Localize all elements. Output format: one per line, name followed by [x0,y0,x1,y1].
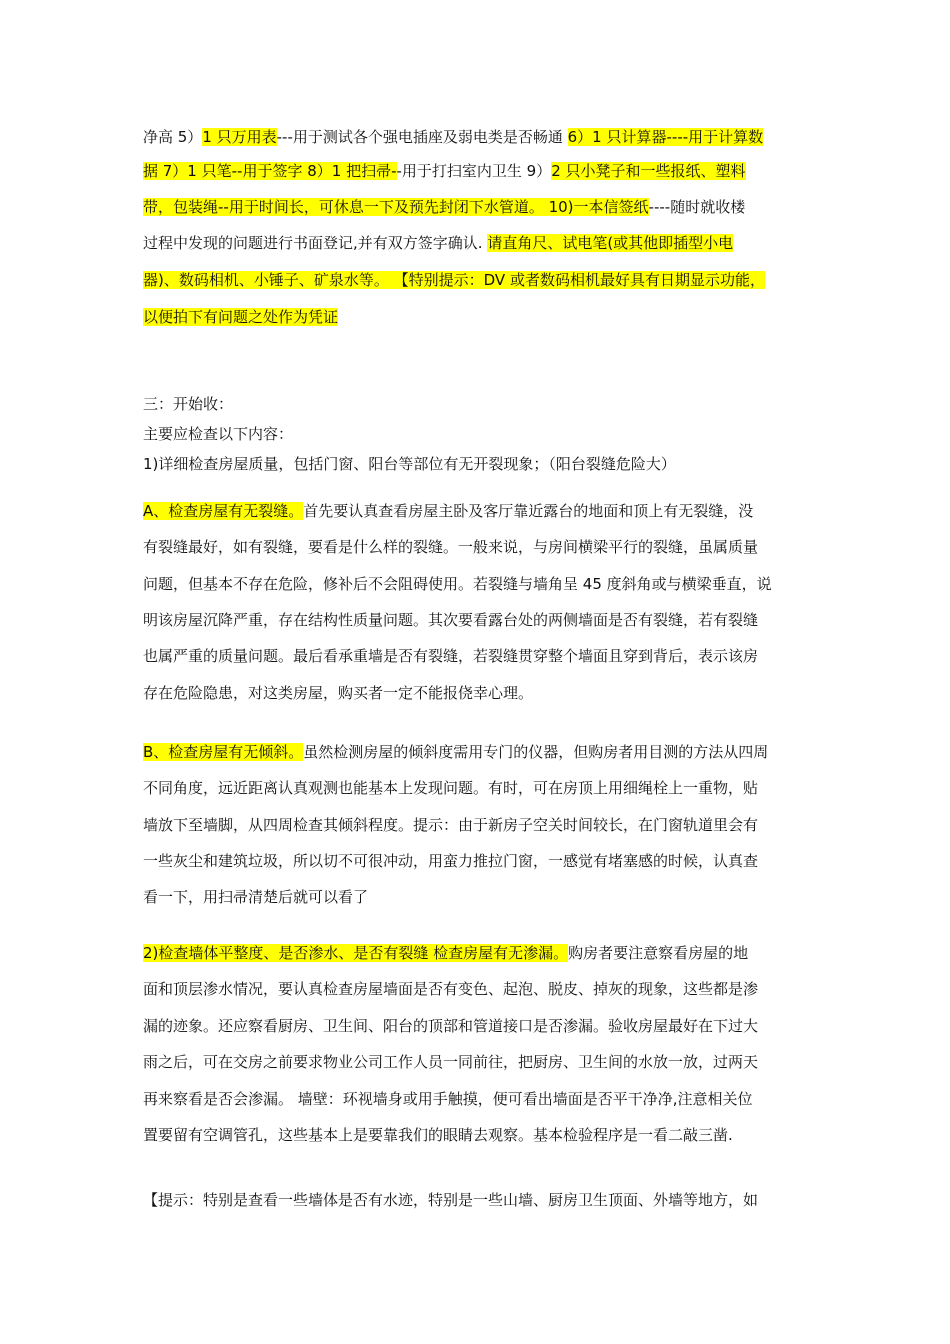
leakage-line-4: 雨之后，可在交房之前要求物业公司工作人员一同前往，把厨房、卫生间的水放一放，过两天 [143,1053,759,1071]
section-3-intro: 主要应检查以下内容： [143,425,294,443]
tools-line-2: 据 7）1 只笔--用于签字 8）1 把扫帚--用于打扫室内卫生 9）2 只小凳子和一些报纸、塑料 [143,162,746,180]
leakage-line-5: 再来察看是否会渗漏。 墙壁：环视墙身或用手触摸，便可看出墙面是否平干净净,注意相关位 [143,1090,753,1108]
tools-line-1: 净高 5）1 只万用表---用于测试各个强电插座及弱电类是否畅通 6）1 只计算器----用于计算数 [143,128,764,146]
tilt-line-5: 看一下，用扫帚清楚后就可以看了 [143,888,369,906]
tools-line-6: 以便拍下有问题之处作为凭证 [143,308,339,326]
leakage-line-1: 2)检查墙体平整度、是否渗水、是否有裂缝 检查房屋有无渗漏。购房者要注意察看房屋的地 [143,944,749,962]
tilt-line-2: 不同角度，远近距离认真观测也能基本上发现问题。有时，可在房顶上用细绳栓上一重物，贴 [143,779,759,797]
tools-paragraph [143,127,815,327]
tools-line-3: 带，包装绳--用于时间长，可休息一下及预先封闭下水管道。 10)一本信签纸----随时就收楼 [143,198,746,216]
check-leakage-paragraph [143,943,815,1145]
cracks-line-3: 问题，但基本不存在危险，修补后不会阻碍使用。若裂缝与墙角呈 45 度斜角或与横梁垂直，说 [143,575,772,593]
cracks-line-5: 也属严重的质量问题。最后看承重墙是否有裂缝，若裂缝贯穿整个墙面且穿到背后，表示该房 [143,647,759,665]
tilt-line-3: 墙放下至墙脚，从四周检查其倾斜程度。提示：由于新房子空关时间较长，在门窗轨道里会有 [143,816,759,834]
tip-line-1: 【提示：特别是查看一些墙体是否有水迹，特别是一些山墙、厨房卫生顶面、外墙等地方，如 [143,1191,759,1209]
cracks-line-6: 存在危险隐患，对这类房屋，购买者一定不能报侥幸心理。 [143,684,534,702]
cracks-line-1: A、检查房屋有无裂缝。首先要认真查看房屋主卧及客厅靠近露台的地面和顶上有无裂缝，没 [143,502,754,520]
tip-paragraph [143,1190,815,1210]
leakage-line-3: 漏的迹象。还应察看厨房、卫生间、阳台的顶部和管道接口是否渗漏。验收房屋最好在下过大 [143,1017,759,1035]
tilt-line-1: B、检查房屋有无倾斜。虽然检测房屋的倾斜度需用专门的仪器，但购房者用目测的方法从四周 [143,743,769,761]
tools-line-5: 器)、数码相机、小锤子、矿泉水等。 【特别提示：DV 或者数码相机最好具有日期显示功能， [143,271,765,289]
section-3-title: 三：开始收： [143,395,234,413]
cracks-line-4: 明该房屋沉降严重，存在结构性质量问题。其次要看露台处的两侧墙面是否有裂缝，若有裂缝 [143,611,759,629]
section-3 [143,394,815,474]
cracks-line-2: 有裂缝最好，如有裂缝，要看是什么样的裂缝。一般来说，与房间横梁平行的裂缝，虽属质量 [143,538,759,556]
check-cracks-paragraph [143,501,815,703]
leakage-line-2: 面和顶层渗水情况，要认真检查房屋墙面是否有变色、起泡、脱皮、掉灰的现象，这些都是渗 [143,980,759,998]
tools-line-4: 过程中发现的问题进行书面登记,并有双方签字确认. 请直角尺、试电笔(或其他即插型小电 [143,234,734,252]
check-tilt-paragraph [143,742,815,907]
leakage-line-6: 置要留有空调管孔，这些基本上是要靠我们的眼睛去观察。基本检验程序是一看二敲三凿. [143,1126,733,1144]
section-3-item-1: 1)详细检查房屋质量，包括门窗、阳台等部位有无开裂现象；（阳台裂缝危险大） [143,455,676,473]
tilt-line-4: 一些灰尘和建筑垃圾，所以切不可很冲动，用蛮力推拉门窗，一感觉有堵塞感的时候，认真查 [143,852,759,870]
